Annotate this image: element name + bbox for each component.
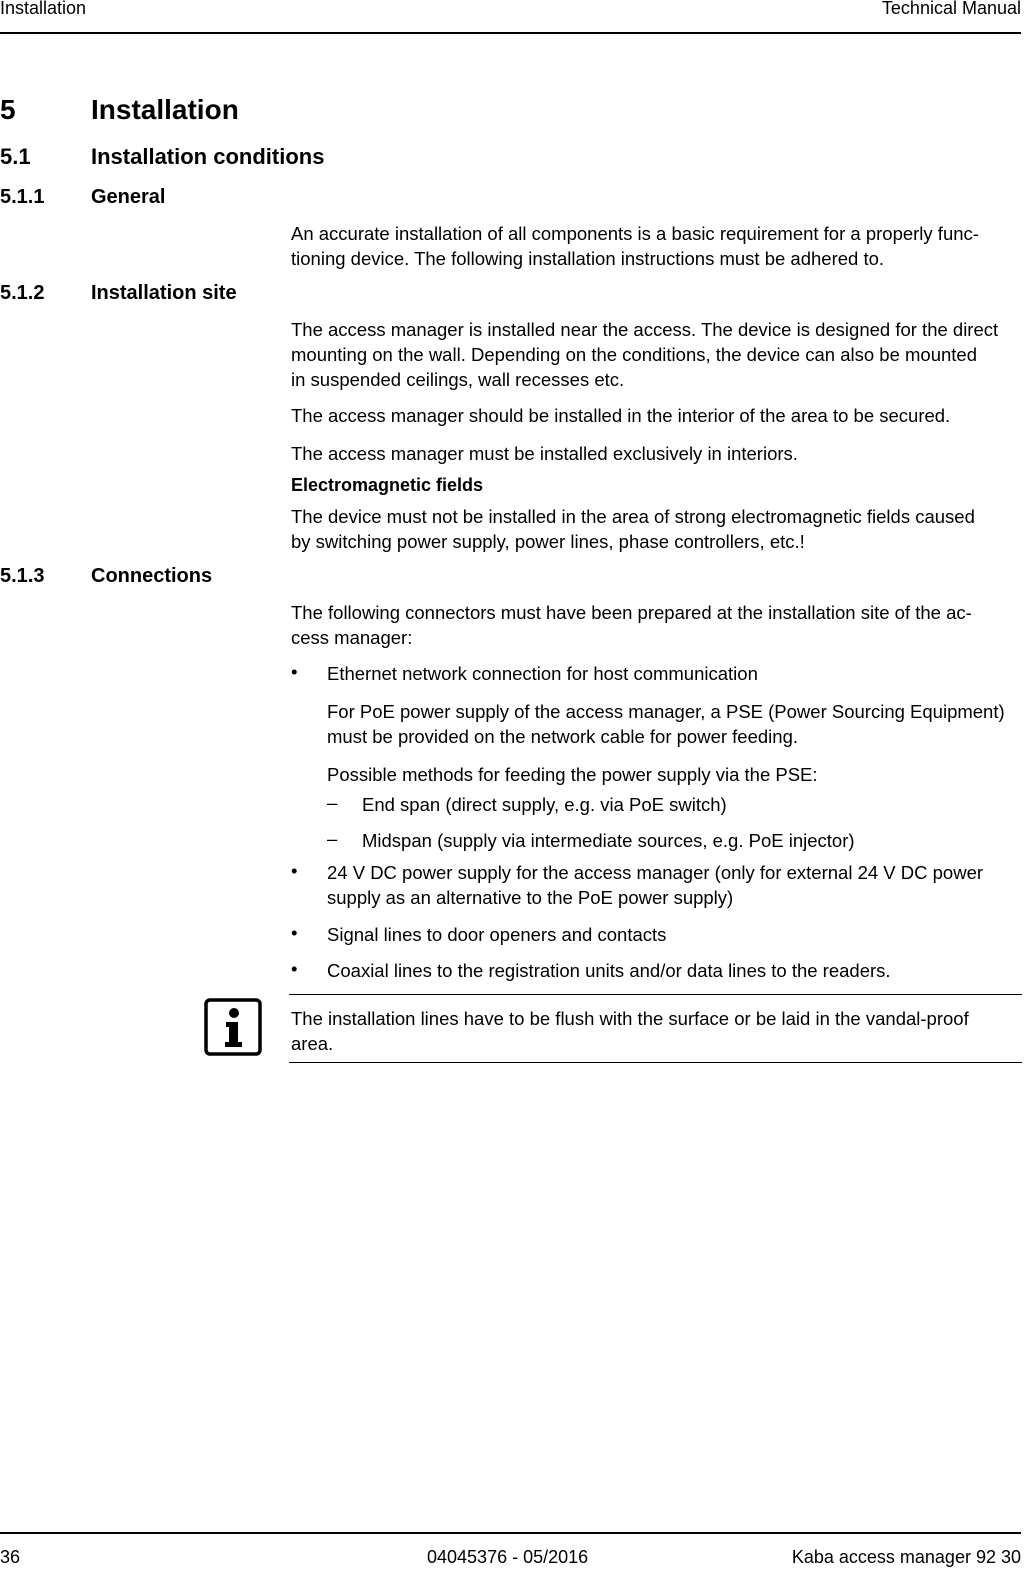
list-item-24v [327,860,1022,910]
text-line: 24 V DC power supply for the access manager (only for external 24 V DC power [327,862,984,883]
heading-number: 5.1 [0,144,31,169]
text-line: in suspended ceilings, wall recesses etc. [291,369,625,390]
text-line: area. [291,1033,334,1054]
site-paragraph-3: The access manager must be installed exclusively in interiors. [291,443,798,464]
note-text [291,1006,1023,1056]
site-paragraph-2: The access manager should be installed in the interior of the area to be secured. [291,405,951,426]
heading-number: 5.1.1 [0,186,45,208]
document-number: 04045376 - 05/2016 [427,1547,589,1567]
heading-title: Connections [91,565,213,587]
dash-marker: – [327,792,338,813]
text-line: supply as an alternative to the PoE power supply) [327,887,734,908]
page-number: 36 [0,1547,21,1567]
header-doc-type: Technical Manual [881,0,1021,18]
text-line: must be provided on the network cable for power feeding. [327,726,799,747]
header-chapter: Installation [0,0,87,18]
heading-title: General [91,186,166,208]
note-top-rule [289,994,1022,995]
em-fields-paragraph [291,504,1023,554]
page-header [0,0,1021,34]
product-name: Kaba access manager 92 30 [791,1547,1021,1567]
text-line: An accurate installation of all components is a basic requirement for a properly func- [291,223,979,244]
list-item-poe-note [327,699,1022,749]
info-icon [204,998,262,1056]
text-line: For PoE power supply of the access manager, a PSE (Power Sourcing Equipment) [327,701,1005,722]
text-line: The following connectors must have been prepared at the installation site of the ac- [291,602,972,623]
sublist-item-end-span: End span (direct supply, e.g. via PoE switch) [362,794,727,815]
text-line: by switching power supply, power lines, phase controllers, etc.! [291,531,805,552]
page-footer [0,1532,1021,1574]
bullet-marker: • [291,860,298,881]
bullet-marker: • [291,661,298,682]
note-bottom-rule [289,1062,1022,1063]
text-line: mounting on the wall. Depending on the conditions, the device can also be mounted [291,344,977,365]
bullet-marker: • [291,922,298,943]
text-line: tioning device. The following installation instructions must be adhered to. [291,248,885,269]
heading-title: Installation site [91,282,237,304]
connections-intro [291,600,1023,650]
text-line: The device must not be installed in the area of strong electromagnetic fields caused [291,506,975,527]
bullet-marker: • [291,958,298,979]
dash-marker: – [327,828,338,849]
em-fields-heading: Electromagnetic fields [291,475,484,495]
list-item-pse-methods: Possible methods for feeding the power supply via the PSE: [327,764,818,785]
site-paragraph-1 [291,317,1023,392]
list-item-signal-lines: Signal lines to door openers and contacts [327,924,667,945]
text-line: cess manager: [291,627,413,648]
heading-number: 5.1.2 [0,282,45,304]
text-line: The installation lines have to be flush with the surface or be laid in the vandal-proof [291,1008,969,1029]
general-paragraph [291,221,1023,271]
heading-title: Installation conditions [91,144,325,169]
text-line: The access manager is installed near the access. The device is designed for the direct [291,319,999,340]
list-item-ethernet: Ethernet network connection for host communication [327,663,758,684]
sublist-item-midspan: Midspan (supply via intermediate sources, e.g. PoE injector) [362,830,855,851]
heading-title: Installation [91,94,239,125]
heading-number: 5.1.3 [0,565,45,587]
list-item-coaxial: Coaxial lines to the registration units and/or data lines to the readers. [327,960,891,981]
heading-number: 5 [0,94,16,125]
